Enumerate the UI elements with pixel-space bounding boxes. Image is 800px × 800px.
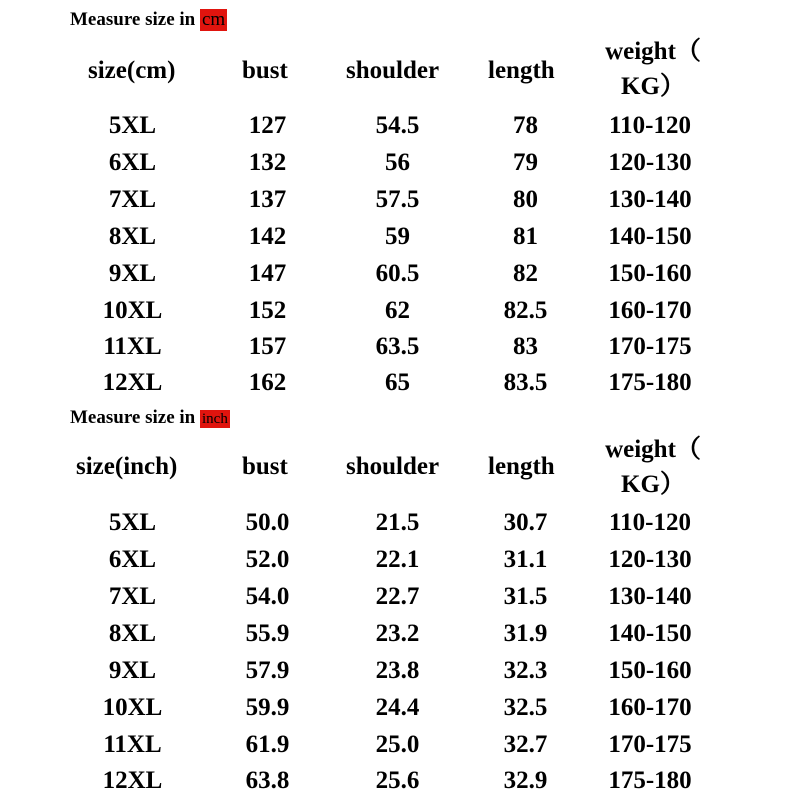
weight-cell: 160-170: [608, 297, 692, 324]
shoulder-cell: 24.4: [375, 694, 420, 721]
shoulder-cell: 25.0: [375, 731, 420, 758]
table-row: [0, 292, 800, 329]
weight-cell: 175-180: [608, 369, 692, 396]
table-row: [0, 144, 800, 181]
weight-cell: 130-140: [608, 186, 692, 213]
inch-section-title: [70, 406, 230, 430]
bust-cell: 52.0: [245, 546, 290, 573]
bust-cell: 147: [248, 260, 287, 287]
bust-cell: 152: [248, 297, 287, 324]
length-cell: 80: [513, 186, 538, 213]
shoulder-cell: 59: [385, 223, 410, 250]
inch-header-bust: bust: [242, 453, 288, 480]
table-row: [0, 689, 800, 726]
inch-title-text: Measure size in: [70, 407, 196, 428]
inch-header-weight-line2: KG）: [621, 471, 685, 498]
cm-header-shoulder: shoulder: [346, 57, 440, 84]
length-cell: 82: [513, 260, 538, 287]
bust-cell: 50.0: [245, 509, 290, 536]
cm-header-weight-line1: weight（: [605, 38, 701, 65]
bust-cell: 61.9: [245, 731, 290, 758]
length-cell: 78: [513, 112, 538, 139]
inch-unit-badge: inch: [202, 411, 228, 427]
size-cell: 6XL: [108, 149, 157, 176]
shoulder-cell: 23.2: [375, 620, 420, 647]
size-cell: 5XL: [108, 509, 157, 536]
inch-header-size: size(inch): [76, 453, 178, 480]
length-cell: 32.5: [503, 694, 548, 721]
size-cell: 12XL: [102, 767, 163, 794]
table-row: [0, 107, 800, 144]
weight-cell: 160-170: [608, 694, 692, 721]
bust-cell: 162: [248, 369, 287, 396]
shoulder-cell: 62: [385, 297, 410, 324]
cm-header-weight-line2: KG）: [621, 73, 685, 100]
weight-cell: 120-130: [608, 546, 692, 573]
table-row: [0, 726, 800, 763]
shoulder-cell: 56: [385, 149, 410, 176]
inch-header-weight-line1: weight（: [605, 436, 701, 463]
table-row: [0, 255, 800, 292]
length-cell: 32.9: [503, 767, 548, 794]
bust-cell: 157: [248, 333, 287, 360]
shoulder-cell: 21.5: [375, 509, 420, 536]
cm-header-weight: [583, 34, 723, 104]
shoulder-cell: 23.8: [375, 657, 420, 684]
bust-cell: 63.8: [245, 767, 290, 794]
shoulder-cell: 22.1: [375, 546, 420, 573]
length-cell: 30.7: [503, 509, 548, 536]
inch-header-shoulder: shoulder: [346, 453, 440, 480]
length-cell: 81: [513, 223, 538, 250]
size-cell: 11XL: [103, 333, 162, 360]
weight-cell: 110-120: [609, 112, 691, 139]
cm-section-title: [70, 8, 227, 32]
table-row: [0, 364, 800, 401]
table-row: [0, 652, 800, 689]
weight-cell: 120-130: [608, 149, 692, 176]
shoulder-cell: 63.5: [375, 333, 420, 360]
inch-header-length: length: [488, 453, 555, 480]
length-cell: 83.5: [503, 369, 548, 396]
size-cell: 7XL: [108, 186, 157, 213]
table-row: [0, 541, 800, 578]
shoulder-cell: 54.5: [375, 112, 420, 139]
cm-unit-badge: cm: [202, 9, 226, 30]
bust-cell: 142: [248, 223, 287, 250]
cm-title-text: Measure size in: [70, 9, 196, 30]
length-cell: 32.3: [503, 657, 548, 684]
length-cell: 83: [513, 333, 538, 360]
size-cell: 9XL: [108, 260, 157, 287]
table-row: [0, 504, 800, 541]
size-cell: 8XL: [108, 223, 157, 250]
length-cell: 79: [513, 149, 538, 176]
length-cell: 31.1: [503, 546, 548, 573]
shoulder-cell: 60.5: [375, 260, 420, 287]
size-cell: 10XL: [102, 694, 163, 721]
table-row: [0, 578, 800, 615]
weight-cell: 175-180: [608, 767, 692, 794]
cm-header-bust: bust: [242, 57, 288, 84]
bust-cell: 137: [248, 186, 287, 213]
inch-header-weight: [583, 432, 723, 502]
size-cell: 10XL: [102, 297, 163, 324]
weight-cell: 130-140: [608, 583, 692, 610]
size-cell: 7XL: [108, 583, 157, 610]
size-cell: 8XL: [108, 620, 157, 647]
bust-cell: 132: [248, 149, 287, 176]
length-cell: 32.7: [503, 731, 548, 758]
table-row: [0, 218, 800, 255]
cm-header-size: size(cm): [88, 57, 176, 84]
bust-cell: 54.0: [245, 583, 290, 610]
weight-cell: 150-160: [608, 260, 692, 287]
length-cell: 82.5: [503, 297, 548, 324]
shoulder-cell: 25.6: [375, 767, 420, 794]
size-cell: 12XL: [102, 369, 163, 396]
size-cell: 6XL: [108, 546, 157, 573]
weight-cell: 170-175: [608, 333, 692, 360]
table-row: [0, 762, 800, 799]
bust-cell: 59.9: [245, 694, 290, 721]
table-row: [0, 181, 800, 218]
weight-cell: 110-120: [609, 509, 691, 536]
table-row: [0, 328, 800, 365]
weight-cell: 140-150: [608, 223, 692, 250]
size-cell: 5XL: [108, 112, 157, 139]
length-cell: 31.5: [503, 583, 548, 610]
bust-cell: 127: [248, 112, 287, 139]
size-cell: 9XL: [108, 657, 157, 684]
shoulder-cell: 65: [385, 369, 410, 396]
shoulder-cell: 22.7: [375, 583, 420, 610]
shoulder-cell: 57.5: [375, 186, 420, 213]
bust-cell: 57.9: [245, 657, 290, 684]
cm-header-length: length: [488, 57, 555, 84]
bust-cell: 55.9: [245, 620, 290, 647]
size-cell: 11XL: [103, 731, 162, 758]
weight-cell: 150-160: [608, 657, 692, 684]
weight-cell: 140-150: [608, 620, 692, 647]
length-cell: 31.9: [503, 620, 548, 647]
weight-cell: 170-175: [608, 731, 692, 758]
table-row: [0, 615, 800, 652]
